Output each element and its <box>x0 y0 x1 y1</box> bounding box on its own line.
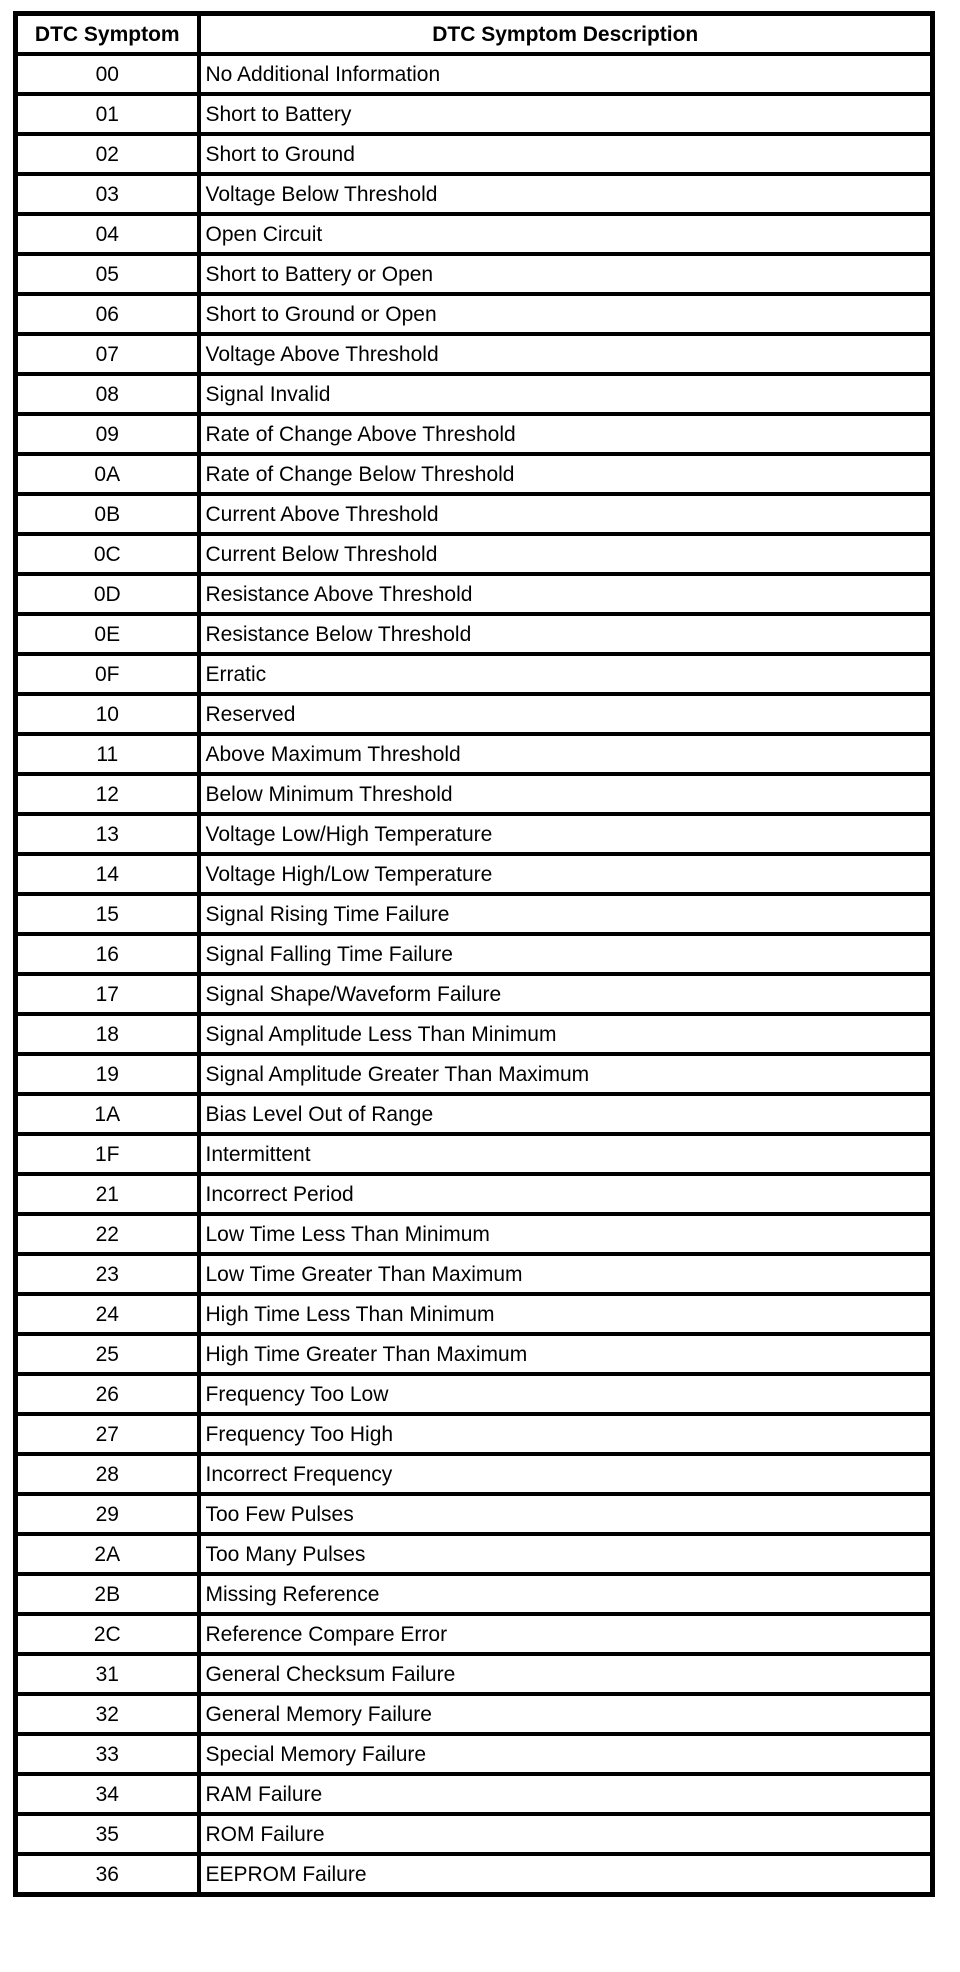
dtc-symptom-code: 07 <box>16 334 199 374</box>
dtc-symptom-description: Missing Reference <box>199 1574 933 1614</box>
dtc-symptom-code: 21 <box>16 1174 199 1214</box>
table-row <box>16 734 933 774</box>
dtc-symptom-description: Bias Level Out of Range <box>199 1094 933 1134</box>
dtc-symptom-code: 00 <box>16 54 199 94</box>
table-row <box>16 1454 933 1494</box>
dtc-symptom-description: Incorrect Period <box>199 1174 933 1214</box>
table-row <box>16 654 933 694</box>
dtc-symptom-code: 25 <box>16 1334 199 1374</box>
dtc-symptom-code: 10 <box>16 694 199 734</box>
dtc-symptom-description: General Checksum Failure <box>199 1654 933 1694</box>
table-row <box>16 454 933 494</box>
dtc-symptom-description: Voltage High/Low Temperature <box>199 854 933 894</box>
dtc-symptom-code: 13 <box>16 814 199 854</box>
dtc-symptom-code: 29 <box>16 1494 199 1534</box>
table-row <box>16 214 933 254</box>
dtc-symptom-description: Current Above Threshold <box>199 494 933 534</box>
dtc-symptom-code: 32 <box>16 1694 199 1734</box>
dtc-symptom-code: 16 <box>16 934 199 974</box>
dtc-symptom-code: 0F <box>16 654 199 694</box>
dtc-symptom-code: 22 <box>16 1214 199 1254</box>
table-row <box>16 1294 933 1334</box>
table-row <box>16 1574 933 1614</box>
dtc-symptom-description: Short to Ground <box>199 134 933 174</box>
table-row <box>16 894 933 934</box>
dtc-symptom-code: 18 <box>16 1014 199 1054</box>
dtc-symptom-description: Signal Amplitude Less Than Minimum <box>199 1014 933 1054</box>
dtc-symptom-description: No Additional Information <box>199 54 933 94</box>
dtc-symptom-description: Current Below Threshold <box>199 534 933 574</box>
dtc-symptom-description: Frequency Too High <box>199 1414 933 1454</box>
dtc-symptom-description: Intermittent <box>199 1134 933 1174</box>
dtc-symptom-description: RAM Failure <box>199 1774 933 1814</box>
dtc-symptom-description: Signal Amplitude Greater Than Maximum <box>199 1054 933 1094</box>
column-header-dtc-symptom-description: DTC Symptom Description <box>199 14 933 55</box>
table-row <box>16 774 933 814</box>
table-row <box>16 1734 933 1774</box>
dtc-symptom-code: 02 <box>16 134 199 174</box>
table-row <box>16 494 933 534</box>
table-row <box>16 294 933 334</box>
dtc-symptom-code: 33 <box>16 1734 199 1774</box>
table-row <box>16 854 933 894</box>
dtc-symptom-description: Rate of Change Below Threshold <box>199 454 933 494</box>
table-row <box>16 1134 933 1174</box>
dtc-symptom-code: 0B <box>16 494 199 534</box>
dtc-symptom-description: Low Time Greater Than Maximum <box>199 1254 933 1294</box>
dtc-symptom-description: ROM Failure <box>199 1814 933 1854</box>
table-row <box>16 134 933 174</box>
table-row <box>16 1614 933 1654</box>
table-row <box>16 1014 933 1054</box>
dtc-symptom-code: 28 <box>16 1454 199 1494</box>
table-row <box>16 1694 933 1734</box>
table-row <box>16 534 933 574</box>
dtc-symptom-description: High Time Less Than Minimum <box>199 1294 933 1334</box>
dtc-symptom-code: 04 <box>16 214 199 254</box>
dtc-symptom-code: 36 <box>16 1854 199 1895</box>
dtc-symptom-code: 23 <box>16 1254 199 1294</box>
table-row <box>16 574 933 614</box>
dtc-symptom-description: Too Many Pulses <box>199 1534 933 1574</box>
dtc-symptom-code: 15 <box>16 894 199 934</box>
table-row <box>16 974 933 1014</box>
table-row <box>16 694 933 734</box>
dtc-symptom-description: High Time Greater Than Maximum <box>199 1334 933 1374</box>
dtc-symptom-description: Signal Falling Time Failure <box>199 934 933 974</box>
dtc-symptom-description: Above Maximum Threshold <box>199 734 933 774</box>
dtc-symptom-description: General Memory Failure <box>199 1694 933 1734</box>
dtc-symptom-description: Signal Rising Time Failure <box>199 894 933 934</box>
dtc-symptom-code: 01 <box>16 94 199 134</box>
dtc-symptom-code: 2A <box>16 1534 199 1574</box>
dtc-symptom-code: 24 <box>16 1294 199 1334</box>
dtc-symptom-code: 0C <box>16 534 199 574</box>
dtc-symptom-description: Signal Invalid <box>199 374 933 414</box>
table-row <box>16 1334 933 1374</box>
dtc-symptom-description: Open Circuit <box>199 214 933 254</box>
table-row <box>16 1214 933 1254</box>
dtc-symptom-code: 12 <box>16 774 199 814</box>
dtc-symptom-description: Voltage Above Threshold <box>199 334 933 374</box>
table-row <box>16 934 933 974</box>
dtc-symptom-code: 1F <box>16 1134 199 1174</box>
dtc-symptom-code: 0D <box>16 574 199 614</box>
dtc-symptom-code: 35 <box>16 1814 199 1854</box>
dtc-symptom-description: EEPROM Failure <box>199 1854 933 1895</box>
dtc-symptom-code: 27 <box>16 1414 199 1454</box>
dtc-symptom-description: Short to Battery or Open <box>199 254 933 294</box>
table-header-row <box>16 14 933 55</box>
dtc-symptom-description: Resistance Above Threshold <box>199 574 933 614</box>
dtc-symptom-description: Voltage Below Threshold <box>199 174 933 214</box>
table-row <box>16 1654 933 1694</box>
dtc-symptom-code: 06 <box>16 294 199 334</box>
dtc-symptom-code: 05 <box>16 254 199 294</box>
table-row <box>16 1854 933 1895</box>
dtc-symptom-description: Short to Ground or Open <box>199 294 933 334</box>
table-row <box>16 174 933 214</box>
dtc-symptom-code: 19 <box>16 1054 199 1094</box>
dtc-symptom-code: 0A <box>16 454 199 494</box>
dtc-symptom-code: 03 <box>16 174 199 214</box>
column-header-dtc-symptom: DTC Symptom <box>16 14 199 55</box>
table-row <box>16 334 933 374</box>
dtc-symptom-description: Below Minimum Threshold <box>199 774 933 814</box>
dtc-symptom-description: Reference Compare Error <box>199 1614 933 1654</box>
dtc-symptom-description: Erratic <box>199 654 933 694</box>
dtc-symptom-code: 0E <box>16 614 199 654</box>
table-row <box>16 814 933 854</box>
table-row <box>16 1534 933 1574</box>
dtc-symptom-code: 11 <box>16 734 199 774</box>
dtc-symptom-code: 08 <box>16 374 199 414</box>
table-row <box>16 614 933 654</box>
dtc-symptom-description: Incorrect Frequency <box>199 1454 933 1494</box>
table-body <box>16 54 933 1895</box>
dtc-symptom-description: Low Time Less Than Minimum <box>199 1214 933 1254</box>
table-row <box>16 254 933 294</box>
dtc-symptom-description: Reserved <box>199 694 933 734</box>
dtc-symptom-code: 26 <box>16 1374 199 1414</box>
dtc-symptom-code: 2C <box>16 1614 199 1654</box>
table-row <box>16 1094 933 1134</box>
table-row <box>16 414 933 454</box>
dtc-symptom-description: Special Memory Failure <box>199 1734 933 1774</box>
dtc-symptom-description: Frequency Too Low <box>199 1374 933 1414</box>
table-row <box>16 1054 933 1094</box>
dtc-symptom-description: Voltage Low/High Temperature <box>199 814 933 854</box>
dtc-symptom-table <box>13 11 935 1897</box>
dtc-symptom-code: 1A <box>16 1094 199 1134</box>
table-row <box>16 1254 933 1294</box>
dtc-symptom-code: 14 <box>16 854 199 894</box>
dtc-symptom-description: Resistance Below Threshold <box>199 614 933 654</box>
dtc-symptom-code: 17 <box>16 974 199 1014</box>
dtc-symptom-code: 09 <box>16 414 199 454</box>
table-row <box>16 1494 933 1534</box>
dtc-symptom-description: Short to Battery <box>199 94 933 134</box>
table-row <box>16 1774 933 1814</box>
table-row <box>16 1174 933 1214</box>
dtc-symptom-code: 2B <box>16 1574 199 1614</box>
table-row <box>16 1374 933 1414</box>
table-row <box>16 374 933 414</box>
dtc-symptom-code: 34 <box>16 1774 199 1814</box>
table-row <box>16 94 933 134</box>
dtc-symptom-description: Rate of Change Above Threshold <box>199 414 933 454</box>
table-row <box>16 1414 933 1454</box>
dtc-symptom-description: Too Few Pulses <box>199 1494 933 1534</box>
dtc-symptom-code: 31 <box>16 1654 199 1694</box>
table-row <box>16 54 933 94</box>
table-row <box>16 1814 933 1854</box>
dtc-symptom-description: Signal Shape/Waveform Failure <box>199 974 933 1014</box>
